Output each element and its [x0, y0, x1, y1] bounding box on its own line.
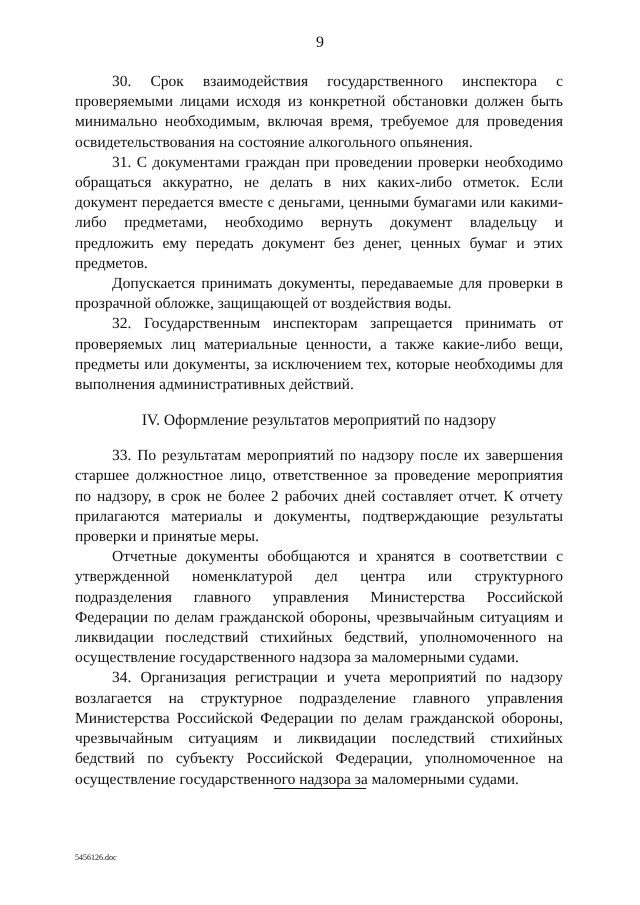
footer-document-code: 5456126.doc: [75, 853, 117, 862]
paragraph-31-addendum: Допускается принимать документы, передаваемые для проверки в прозрачной обложке, защищающей от воздействия воды.: [75, 275, 563, 313]
paragraph-30: 30. Срок взаимодействия государственного инспектора с проверяемыми лицами исходя из конкретной обстановки должен быть минимально необходимым, включая время, требуемое для проведения освидетельствования на состояние алкогольного опьянения.: [75, 73, 563, 151]
paragraph-34: 34. Организация регистрации и учета мероприятий по надзору возлагается на структурное подразделение главного управления Министерства Российской Федерации по делам гражданской обороны, чрезвычайным ситуациям и ликвидации последствий стихийных бедствий по субъекту Российской Федерации, уполномоченное на осуществление государственного надзора за маломерными судами.: [75, 669, 563, 788]
end-of-text-rule: [274, 788, 366, 789]
paragraph-32: 32. Государственным инспекторам запрещается принимать от проверяемых лиц материальные ценности, а также какие-либо вещи, предметы или документы, за исключением тех, которые необходимы для выполнения административных действий.: [75, 315, 563, 394]
paragraph-33: 33. По результатам мероприятий по надзору после их завершения старшее должностное лицо, ответственное за проведение мероприятия по надзору, в срок не более 2 рабочих дней составляет отчет. К отчету прилагаются материалы и документы, подтверждающие результаты проверки и принятые меры.: [75, 447, 563, 546]
section-heading: IV. Оформление результатов мероприятий по надзору: [141, 412, 497, 430]
paragraph-33-addendum: Отчетные документы обобщаются и хранятся в соответствии с утвержденной номенклатурой дел центра или структурного подразделения главного управления Министерства Российской Федерации по делам гражданской обороны, чрезвычайным ситуациям и ликвидации последствий стихийных бедствий, уполномоченного на осуществление государственного надзора за маломерными судами.: [75, 548, 563, 667]
paragraph-31: 31. С документами граждан при проведении проверки необходимо обращаться аккуратно, не делать в них каких-либо отметок. Если документ передается вместе с деньгами, ценными бумагами или какими-либо предметами, необходимо вернуть документ владельцу и предложить ему передать документ без денег, ценных бумаг и этих предметов.: [75, 153, 563, 272]
document-body: [75, 72, 563, 790]
page-number: 9: [316, 34, 324, 51]
